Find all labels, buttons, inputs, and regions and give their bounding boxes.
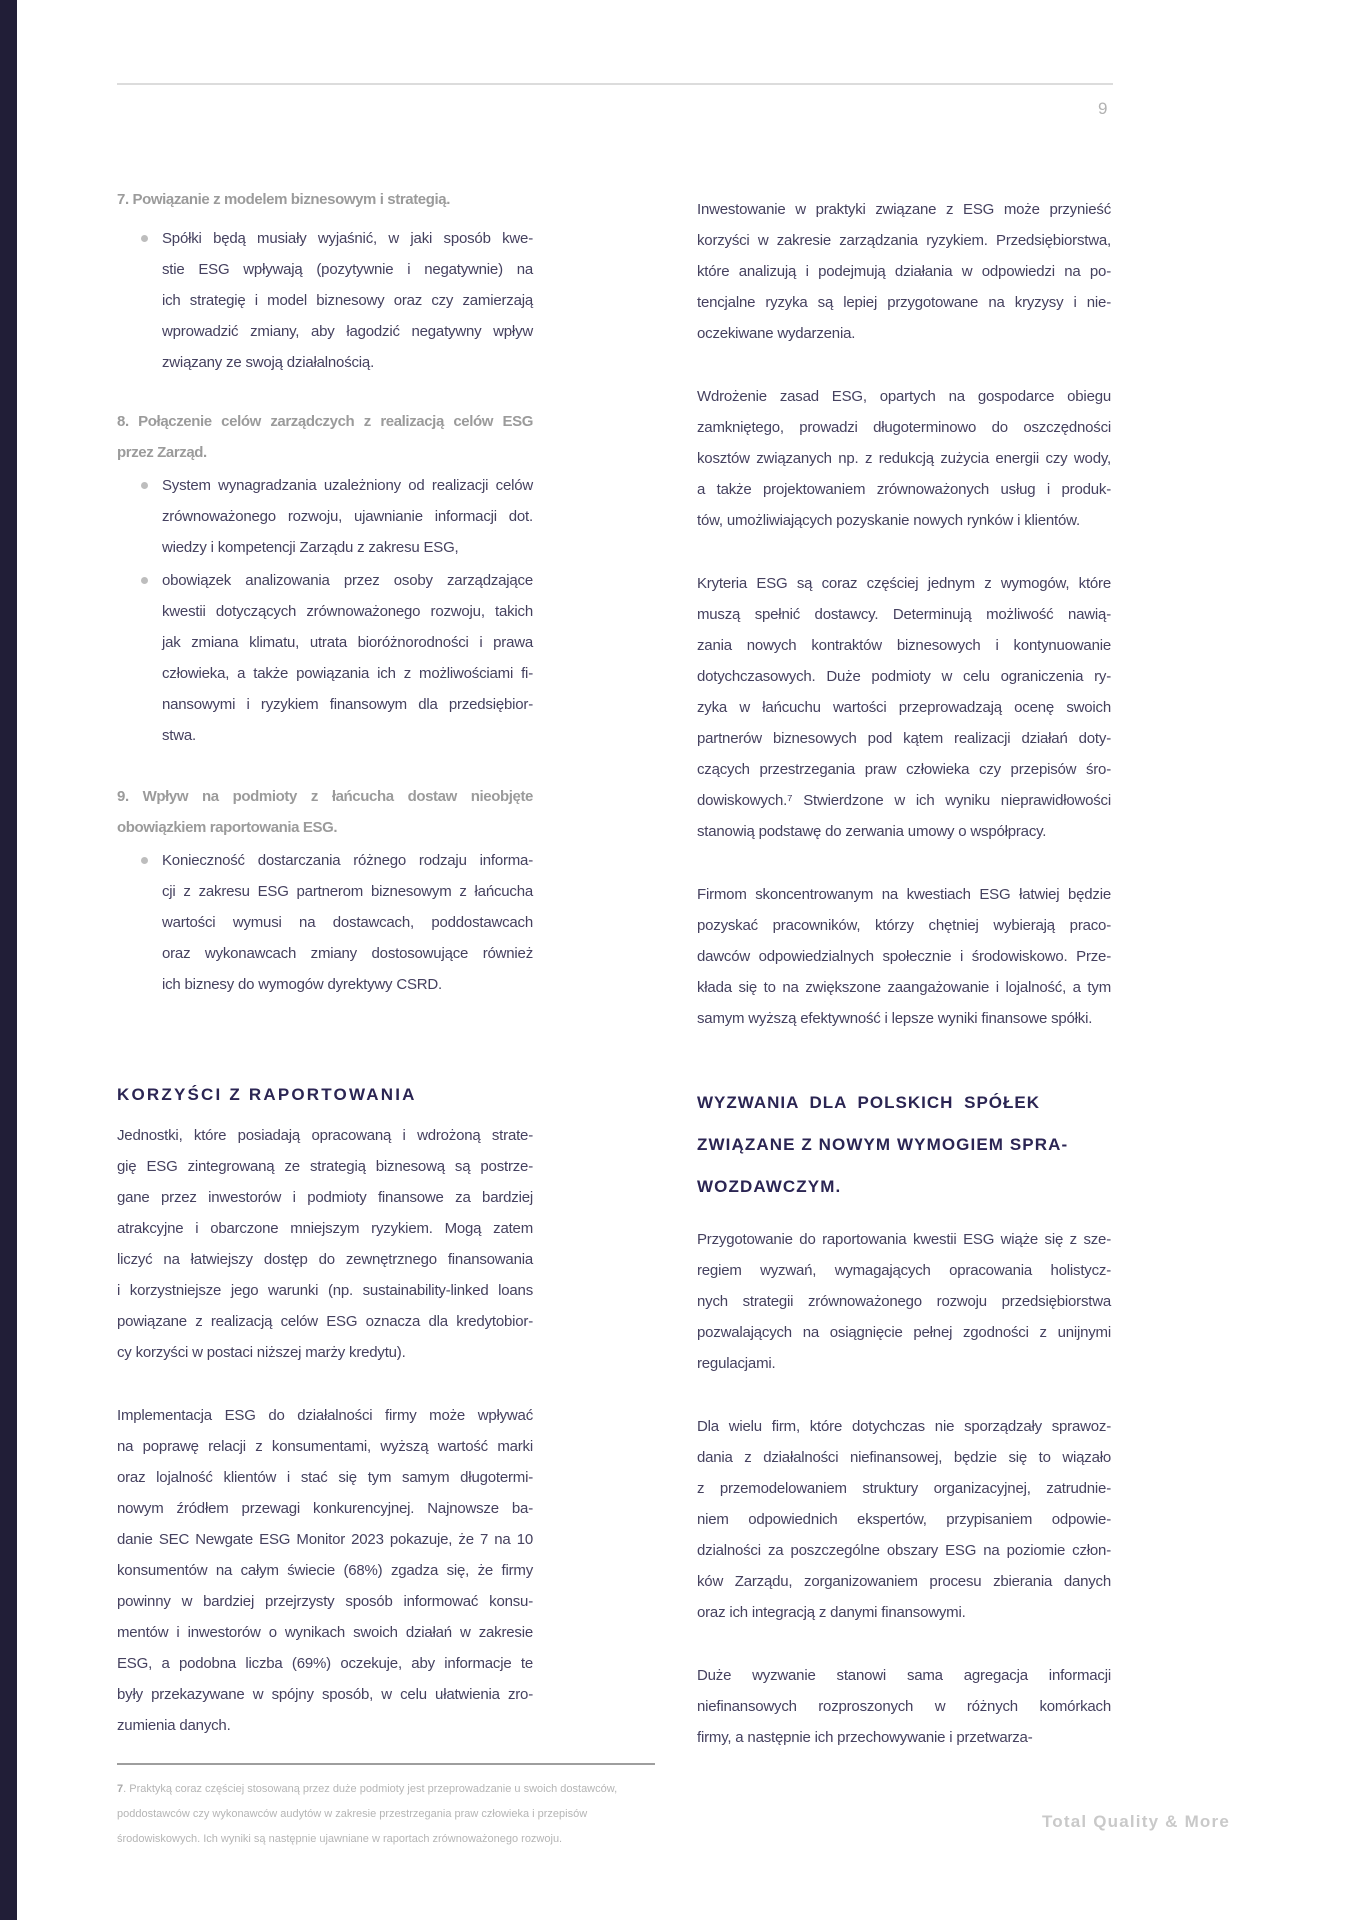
list-item-text: Spółki będą musiały wyjaśnić, w jaki sposób kwe- stie ESG wpływają (pozytywnie i negatywnie) na ich strategię i model biznesowy oraz czy zamierzają wprowadzić zmiany, aby łagodzić negatywny wpływ związany ze swoją działalnością. (162, 230, 533, 371)
list-item (117, 845, 533, 1000)
list-item-text: System wynagradzania uzależniony od realizacji celów zrównoważonego rozwoju, ujawnianie informacji dot. wiedzy i kompetencji Zarządu z zakresu ESG, (162, 477, 533, 556)
paragraph: Firmom skoncentrowanym na kwestiach ESG łatwiej będzie pozyskać pracowników, którzy chętniej wybierają praco- dawców odpowiedzialnych społecznie i środowiskowo. Prze- kłada się to na zwiększone zaangażowanie i lojalność, a tym samym wyższą efektywność i lepsze wyniki finansowe spółki. (697, 886, 1111, 1027)
paragraph: Przygotowanie do raportowania kwestii ESG wiąże się z sze- regiem wyzwań, wymagających opracowania holistycz- nych strategii zrównoważonego rozwoju przedsiębiorstwa pozwalających na osiągnięcie pełnej zgodności z unijnymi regulacjami. (697, 1231, 1111, 1372)
paragraph: Implementacja ESG do działalności firmy może wpływać na poprawę relacji z konsumentami, wyższą wartość marki oraz lojalność klientów i stać się tym samym długotermi- nowym źródłem przewagi konkurencyjnej. Najnowsze ba- danie SEC Newgate ESG Monitor 2023 pokazuje, że 7 na 10 konsumentów na całym świecie (68%) zgadza się, że firmy powinny w bardziej przejrzysty sposób informować konsu- mentów i inwestorów o wynikach swoich działań w zakresie ESG, a podobna liczba (69%) oczekuje, aby informacje te były przekazywane w spójny sposób, w celu ułatwienia zro- zumienia danych. (117, 1407, 533, 1734)
footnote (117, 1763, 655, 1852)
paragraph: Wdrożenie zasad ESG, opartych na gospodarce obiegu zamkniętego, prowadzi długoterminowo do oszczędności kosztów związanych np. z redukcją zużycia energii czy wody, a także projektowaniem zrównoważonych usług i produk- tów, umożliwiających pozyskanie nowych rynków i klientów. (697, 388, 1111, 529)
bullet-icon (141, 857, 148, 864)
left-edge-band (0, 0, 17, 1920)
footnote-text: . Praktyką coraz częściej stosowaną przez duże podmioty jest przeprowadzanie u swoich dostawców, (123, 1783, 618, 1795)
paragraph: Duże wyzwanie stanowi sama agregacja informacji niefinansowych rozproszonych w różnych komórkach firmy, a następnie ich przechowywanie i przetwarza- (697, 1667, 1111, 1746)
bullet-icon (141, 235, 148, 242)
footnote-line: środowiskowych. Ich wyniki są następnie ujawniane w raportach zrównoważonego rozwoju. (117, 1833, 563, 1845)
list-item (117, 565, 533, 751)
footnote-line: poddostawców czy wykonawców audytów w zakresie przestrzegania praw człowieka i przepisów (117, 1808, 588, 1820)
paragraph: Dla wielu firm, które dotychczas nie sporządzały sprawoz- dania z działalności niefinansowej, będzie się to wiązało z przemodelowaniem struktury organizacyjnej, zatrudnie- niem odpowiednich ekspertów, przypisaniem odpowie- dzialności za poszczególne obszary ESG na poziomie człon- ków Zarządu, zorganizowaniem procesu zbierania danych oraz ich integracją z danymi finansowymi. (697, 1418, 1111, 1621)
challenges-heading: WYZWANIA DLA POLSKICH SPÓŁEK ZWIĄZANE Z NOWYM WYMOGIEM SPRA- WOZDAWCZYM. (697, 1093, 1069, 1196)
section-7-heading: 7. Powiązanie z modelem biznesowym i strategią. (117, 191, 450, 208)
footnote-number: 7 (117, 1783, 124, 1795)
footnote-rule (117, 1763, 655, 1765)
paragraph: Inwestowanie w praktyki związane z ESG może przynieść korzyści w zakresie zarządzania ryzykiem. Przedsiębiorstwa, które analizują i podejmują działania w odpowiedzi na po- tencjalne ryzyka są lepiej przygotowane na kryzysy i nie- oczekiwane wydarzenia. (697, 201, 1111, 342)
list-item (117, 470, 533, 563)
list-item-text: obowiązek analizowania przez osoby zarządzające kwestii dotyczących zrównoważonego rozwoju, takich jak zmiana klimatu, utrata bioróżnorodności i prawa człowieka, a także powiązania ich z możliwościami fi- nansowymi i ryzykiem finansowym dla przedsiębior- stwa. (162, 572, 533, 744)
left-column (117, 184, 618, 1852)
content-columns (117, 184, 1113, 1852)
paragraph: Kryteria ESG są coraz częściej jednym z wymogów, które muszą spełnić dostawcy. Determinują możliwość nawią- zania nowych kontraktów biznesowych i kontynuowanie dotychczasowych. Duże podmioty w celu ograniczenia ry- zyka w łańcuchu wartości przeprowadzają ocenę swoich partnerów biznesowych pod kątem realizacji działań doty- czących przestrzegania praw człowieka czy przepisów śro- dowiskowych.⁷ Stwierdzone w ich wyniku nieprawidłowości stanowią podstawę do zerwania umowy o współpracy. (697, 575, 1111, 840)
page-number: 9 (1098, 99, 1108, 118)
list-item (117, 223, 533, 378)
paragraph: Jednostki, które posiadają opracowaną i wdrożoną strate- gię ESG zintegrowaną ze strategią biznesową są postrze- gane przez inwestorów i podmioty finansowe za bardziej atrakcyjne i obarczone mniejszym ryzykiem. Mogą zatem liczyć na łatwiejszy dostęp do zewnętrznego finansowania i korzystniejsze jego warunki (np. sustainability-linked loans powiązane z realizacją celów ESG oznacza dla kredytobior- cy korzyści w postaci niższej marży kredytu). (117, 1127, 533, 1361)
bullet-icon (141, 482, 148, 489)
bullet-icon (141, 577, 148, 584)
header-rule (117, 83, 1113, 85)
section-8-heading: 8. Połączenie celów zarządczych z realizacją celów ESG przez Zarząd. (117, 413, 533, 461)
brand-footer: Total Quality & More (1041, 1812, 1230, 1831)
benefits-heading: KORZYŚCI Z RAPORTOWANIA (117, 1085, 417, 1104)
section-9-heading: 9. Wpływ na podmioty z łańcucha dostaw nieobjęte obowiązkiem raportowania ESG. (117, 788, 533, 836)
footnote-line (117, 1777, 655, 1802)
right-column (697, 184, 1111, 1852)
list-item-text: Konieczność dostarczania różnego rodzaju informa- cji z zakresu ESG partnerom biznesowym z łańcucha wartości wymusi na dostawcach, poddostawcach oraz wykonawcach zmiany dostosowujące również ich biznesy do wymogów dyrektywy CSRD. (162, 852, 533, 993)
